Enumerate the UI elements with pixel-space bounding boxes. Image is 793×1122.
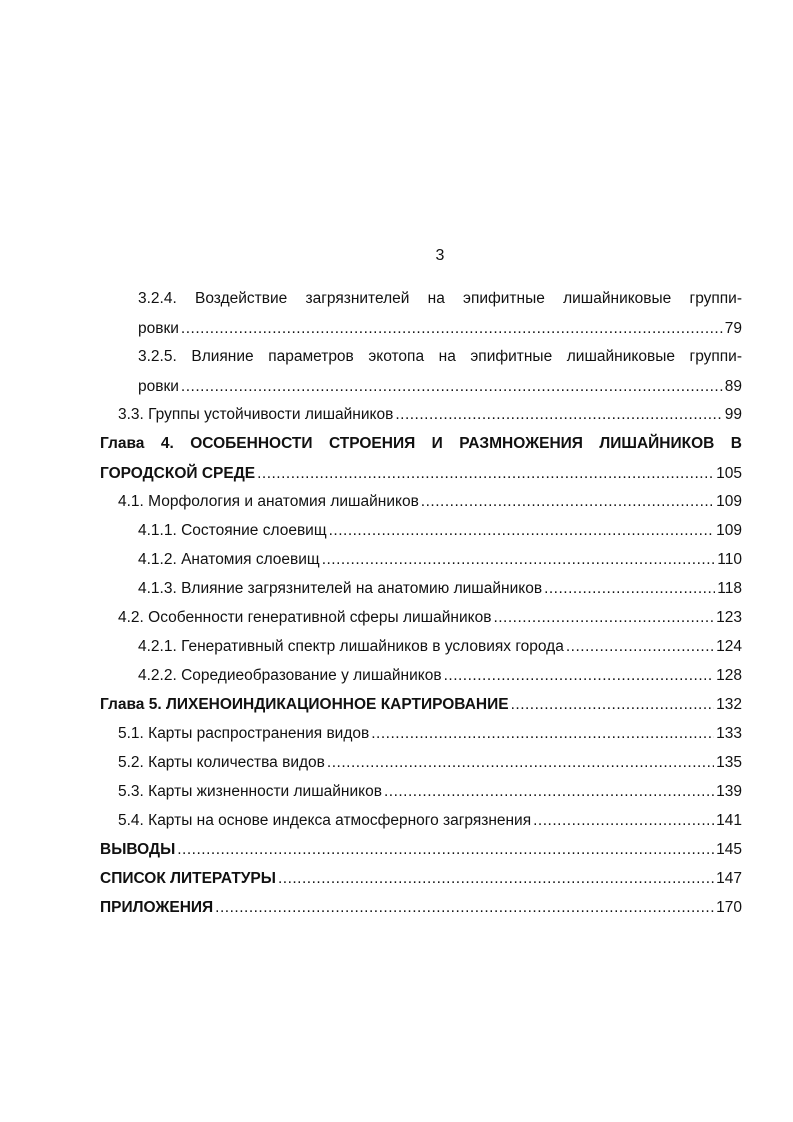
toc-entry-title: ВЫВОДЫ bbox=[100, 841, 176, 858]
toc-entry-4-1-3[interactable] bbox=[138, 574, 742, 604]
toc-entry-4-1[interactable] bbox=[118, 487, 742, 517]
toc-entry-title: 4.1.2. Анатомия слоевищ bbox=[138, 551, 320, 568]
toc-entry-title: 4.2.1. Генеративный спектр лишайников в условиях города bbox=[138, 638, 564, 655]
toc-entry-page: 132 bbox=[716, 696, 742, 713]
dot-leader bbox=[421, 487, 714, 517]
toc-entry-chapter-4[interactable] bbox=[100, 429, 742, 488]
dot-leader bbox=[533, 806, 714, 836]
toc-entry-page: 99 bbox=[724, 406, 742, 423]
toc-entry-title: ровки bbox=[138, 377, 179, 395]
toc-entry-title: 5.1. Карты распространения видов bbox=[118, 725, 370, 742]
dot-leader bbox=[384, 777, 714, 807]
toc-entry-4-2-2[interactable] bbox=[138, 661, 742, 691]
toc-entry-4-2-1[interactable] bbox=[138, 632, 742, 662]
toc-entry-title: 5.2. Карты количества видов bbox=[118, 754, 325, 771]
toc-entry-page: 135 bbox=[716, 754, 742, 771]
toc-entry-title: 4.1.3. Влияние загрязнителей на анатомию лишайников bbox=[138, 580, 543, 597]
toc-entry-page: 124 bbox=[716, 638, 742, 655]
toc-entry-3-3[interactable] bbox=[118, 400, 742, 430]
dot-leader bbox=[395, 400, 722, 430]
toc-entry-title-line1: 3.2.4. Воздействие загрязнителей на эпифитные лишайниковые группи- bbox=[138, 290, 742, 307]
toc-entry-page: 79 bbox=[724, 319, 742, 337]
dot-leader bbox=[444, 661, 715, 691]
toc-entry-page: 170 bbox=[716, 899, 742, 916]
toc-entry-page: 109 bbox=[716, 493, 742, 510]
toc-entry-page: 89 bbox=[724, 377, 742, 395]
toc-entry-page: 109 bbox=[716, 522, 742, 539]
toc-entry-page: 133 bbox=[716, 725, 742, 742]
dot-leader bbox=[511, 690, 715, 720]
toc-entry-title: ГОРОДСКОЙ СРЕДЕ bbox=[100, 464, 256, 482]
toc-entry-appendices[interactable] bbox=[100, 893, 742, 923]
toc-entry-title-line1: Глава 4. ОСОБЕННОСТИ СТРОЕНИЯ И РАЗМНОЖЕНИЯ ЛИШАЙНИКОВ В bbox=[100, 435, 742, 452]
toc-entry-5-1[interactable] bbox=[118, 719, 742, 749]
toc-entry-page: 110 bbox=[717, 551, 742, 568]
toc-entry-title-line1: 3.2.5. Влияние параметров экотопа на эпифитные лишайниковые группи- bbox=[138, 348, 742, 365]
toc-entry-title: ровки bbox=[138, 319, 179, 337]
dot-leader bbox=[177, 835, 714, 865]
toc-entry-title: 4.1.1. Состояние слоевищ bbox=[138, 522, 327, 539]
toc-entry-references[interactable] bbox=[100, 864, 742, 894]
dot-leader bbox=[327, 748, 714, 778]
dot-leader bbox=[181, 372, 723, 402]
dot-leader bbox=[493, 603, 714, 633]
toc-entry-4-2[interactable] bbox=[118, 603, 742, 633]
toc-entry-4-1-1[interactable] bbox=[138, 516, 742, 546]
toc-entry-4-1-2[interactable] bbox=[138, 545, 742, 575]
toc-entry-title: СПИСОК ЛИТЕРАТУРЫ bbox=[100, 870, 276, 887]
toc-entry-page: 105 bbox=[716, 464, 742, 482]
toc-entry-title: 5.3. Карты жизненности лишайников bbox=[118, 783, 382, 800]
toc-entry-title: 5.4. Карты на основе индекса атмосферного загрязнения bbox=[118, 812, 532, 829]
toc-entry-title: 4.2. Особенности генеративной сферы лишайников bbox=[118, 609, 492, 626]
toc-entry-3-2-4[interactable] bbox=[138, 284, 742, 343]
toc-entry-title: 3.3. Группы устойчивости лишайников bbox=[118, 406, 394, 423]
toc-entry-page: 128 bbox=[716, 667, 742, 684]
toc-entry-page: 123 bbox=[716, 609, 742, 626]
page-number: 3 bbox=[435, 247, 445, 264]
dot-leader bbox=[181, 314, 723, 344]
toc-entry-title: ПРИЛОЖЕНИЯ bbox=[100, 899, 214, 916]
dot-leader bbox=[566, 632, 714, 662]
dot-leader bbox=[257, 459, 714, 489]
toc-entry-page: 141 bbox=[716, 812, 742, 829]
toc-entry-title: 4.2.2. Соредиеобразование у лишайников bbox=[138, 667, 442, 684]
dot-leader bbox=[544, 574, 715, 604]
dot-leader bbox=[329, 516, 715, 546]
dot-leader bbox=[371, 719, 714, 749]
dot-leader bbox=[322, 545, 716, 575]
toc-entry-page: 139 bbox=[716, 783, 742, 800]
toc-entry-conclusions[interactable] bbox=[100, 835, 742, 865]
dot-leader bbox=[278, 864, 714, 894]
toc-entry-page: 147 bbox=[716, 870, 742, 887]
toc-entry-5-3[interactable] bbox=[118, 777, 742, 807]
toc-entry-title: Глава 5. ЛИХЕНОИНДИКАЦИОННОЕ КАРТИРОВАНИЕ bbox=[100, 696, 509, 713]
dot-leader bbox=[215, 893, 714, 923]
toc-entry-title: 4.1. Морфология и анатомия лишайников bbox=[118, 493, 419, 510]
toc-entry-chapter-5[interactable] bbox=[100, 690, 742, 720]
toc-entry-3-2-5[interactable] bbox=[138, 342, 742, 401]
toc-entry-5-4[interactable] bbox=[118, 806, 742, 836]
toc-entry-page: 118 bbox=[717, 580, 742, 597]
toc-entry-5-2[interactable] bbox=[118, 748, 742, 778]
toc-entry-page: 145 bbox=[716, 841, 742, 858]
